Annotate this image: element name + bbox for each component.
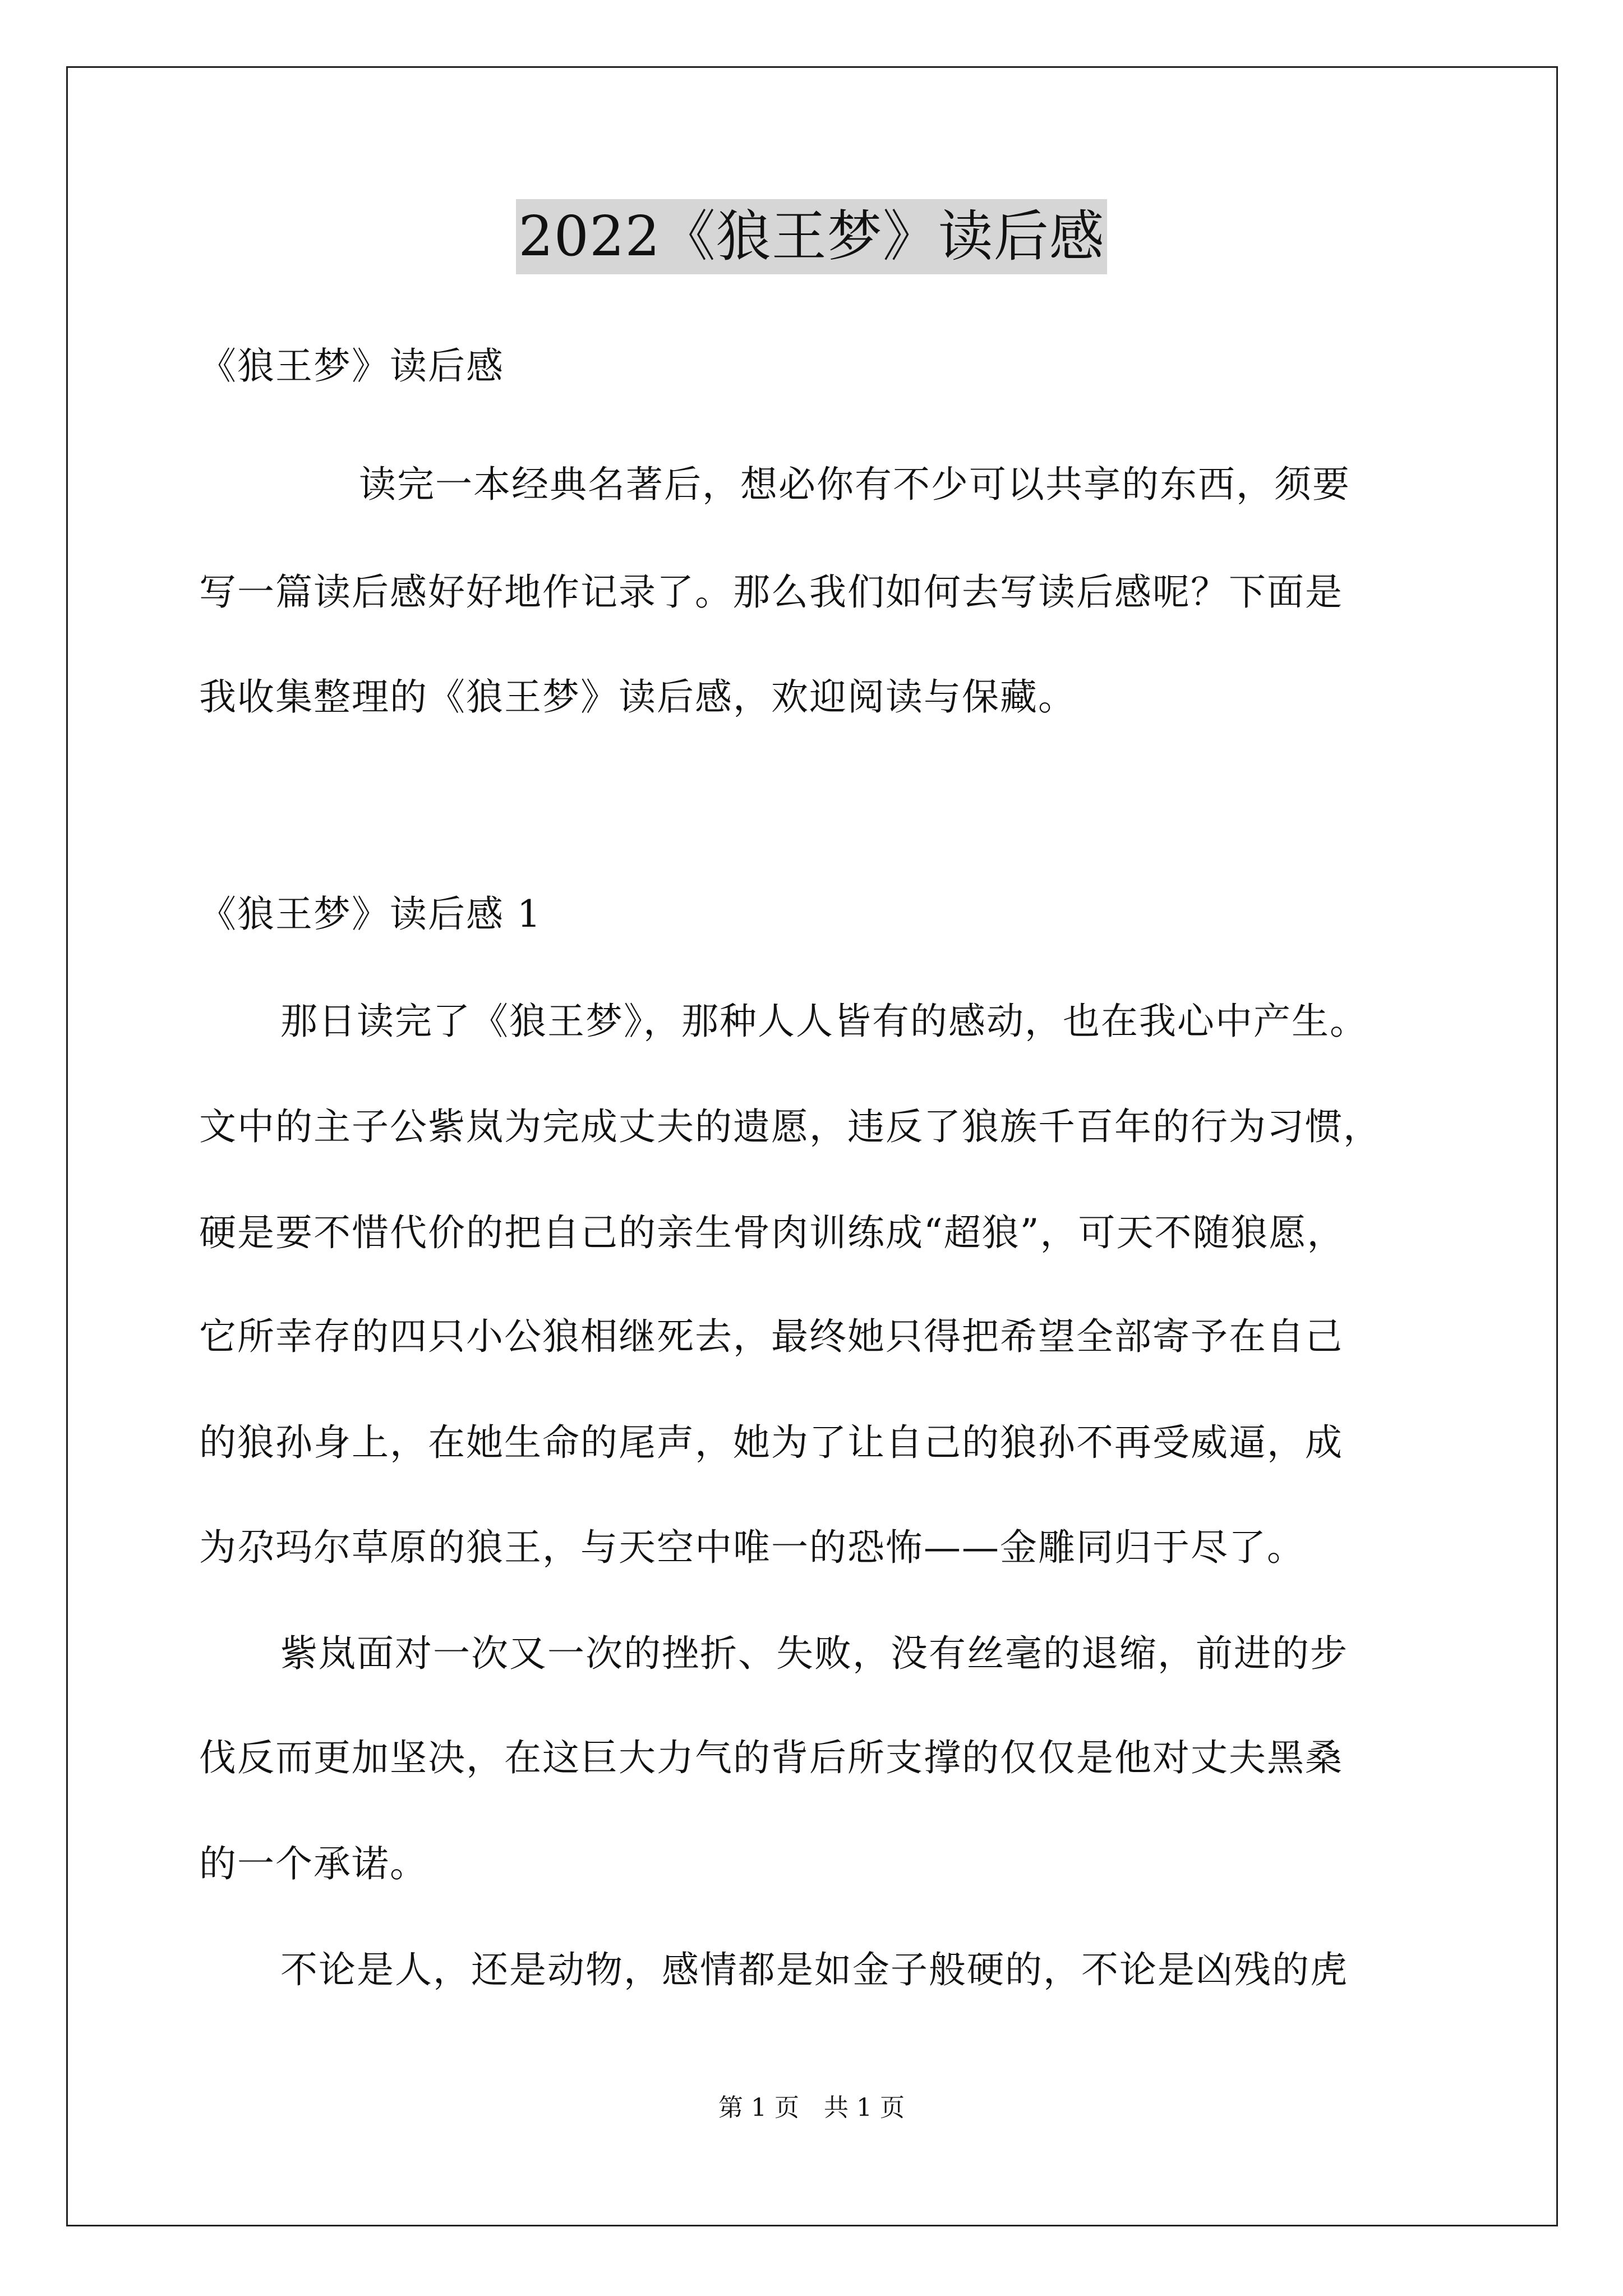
- section-heading: 《狼王梦》读后感 1: [199, 892, 542, 936]
- paragraph1-line-2: 文中的主子公紫岚为完成丈夫的遗愿，违反了狼族千百年的行为习惯，: [199, 1105, 1381, 1148]
- intro-line-2: 写一篇读后感好好地作记录了。那么我们如何去写读后感呢？下面是: [199, 570, 1343, 614]
- paragraph2-line-3: 的一个承诺。: [199, 1842, 428, 1885]
- paragraph1-line-3: 硬是要不惜代价的把自己的亲生骨肉训练成“超狼”，可天不随狼愿，: [199, 1211, 1345, 1254]
- title-container: [0, 199, 1623, 274]
- paragraph2-line-1: 紫岚面对一次又一次的挫折、失败，没有丝毫的退缩，前进的步: [280, 1632, 1348, 1675]
- document-title: 2022《狼王梦》读后感: [516, 199, 1106, 274]
- paragraph1-line-4: 它所幸存的四只小公狼相继死去，最终她只得把希望全部寄予在自己: [199, 1315, 1343, 1358]
- paragraph1-line-6: 为尕玛尔草原的狼王，与天空中唯一的恐怖——金雕同归于尽了。: [199, 1526, 1305, 1569]
- intro-line-1: 读完一本经典名著后，想必你有不少可以共享的东西，须要: [359, 463, 1350, 506]
- paragraph3-line-1: 不论是人，还是动物，感情都是如金子般硬的，不论是凶残的虎: [280, 1948, 1348, 1991]
- paragraph2-line-2: 伐反而更加坚决，在这巨大力气的背后所支撑的仅仅是他对丈夫黑桑: [199, 1736, 1343, 1779]
- paragraph1-line-1: 那日读完了《狼王梦》，那种人人皆有的感动，也在我心中产生。: [280, 1000, 1368, 1043]
- page-footer: 第 1 页 共 1 页: [718, 2093, 905, 2122]
- intro-line-3: 我收集整理的《狼王梦》读后感，欢迎阅读与保藏。: [199, 675, 1076, 719]
- paragraph1-line-5: 的狼孙身上，在她生命的尾声，她为了让自己的狼孙不再受威逼，成: [199, 1421, 1343, 1464]
- subtitle: 《狼王梦》读后感: [199, 344, 504, 388]
